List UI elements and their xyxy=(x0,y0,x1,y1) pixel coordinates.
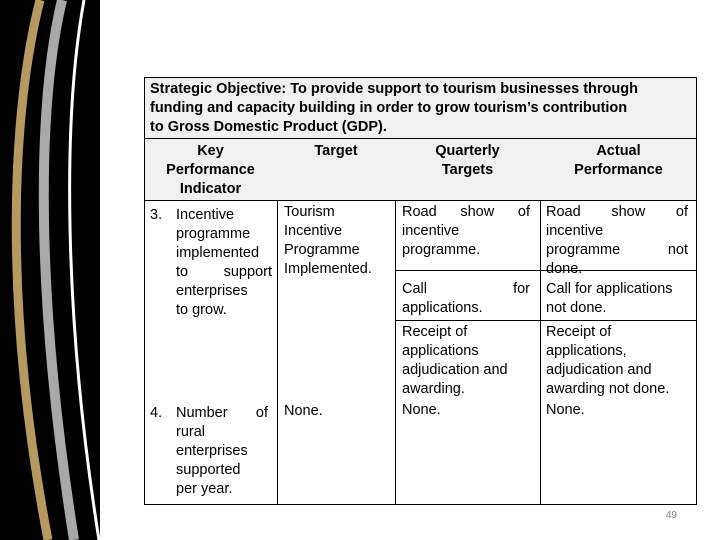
row4-actual: None. xyxy=(546,402,585,418)
actual-line: programme not xyxy=(546,242,688,258)
page-number: 49 xyxy=(665,510,677,521)
header-kpi-line: Performance xyxy=(166,162,255,178)
row3-kpi-text xyxy=(176,206,272,320)
row4-kpi-number: 4. xyxy=(150,405,163,421)
kpi-line: supported xyxy=(176,462,241,478)
header-quarterly-line: Quarterly xyxy=(435,143,500,159)
kpi-line: per year. xyxy=(176,481,233,497)
actual-line: Receipt of xyxy=(546,324,612,340)
quarterly-line: applications. xyxy=(402,300,483,316)
actual-line: adjudication and xyxy=(546,362,652,378)
header-quarterly-line: Targets xyxy=(441,162,494,178)
row3-target xyxy=(284,203,392,279)
header-kpi xyxy=(144,142,277,199)
row3-quarterly-1 xyxy=(402,203,530,260)
actual-line: incentive xyxy=(546,223,604,239)
border-top xyxy=(144,77,697,78)
header-actual-line: Performance xyxy=(574,162,663,178)
kpi-line: Incentive xyxy=(176,207,235,223)
quarterly-line: Receipt of xyxy=(402,324,468,340)
actual-line: Road show of xyxy=(546,204,688,220)
actual-line: done. xyxy=(546,261,583,277)
row4-quarterly: None. xyxy=(402,402,441,418)
header-kpi-line: Indicator xyxy=(179,181,242,197)
kpi-line: enterprises xyxy=(176,283,248,299)
actual-line: not done. xyxy=(546,300,607,316)
col-divider-3 xyxy=(540,200,541,505)
border-right xyxy=(696,77,697,505)
quarterly-line: incentive xyxy=(402,223,460,239)
objective-line-3: to Gross Domestic Product (GDP). xyxy=(150,119,387,135)
target-line: Programme xyxy=(284,242,360,258)
objective-divider xyxy=(144,138,697,139)
row4-kpi-text xyxy=(176,404,268,499)
quarterly-line: programme. xyxy=(402,242,481,258)
sub-row-divider-2 xyxy=(395,320,697,321)
kpi-line: to support xyxy=(176,264,272,280)
actual-line: Call for applications xyxy=(546,281,673,297)
kpi-line: implemented xyxy=(176,245,260,261)
header-target-line: Target xyxy=(314,143,358,159)
quarterly-line: Road show of xyxy=(402,204,530,220)
header-actual xyxy=(540,142,697,180)
decorative-side-band xyxy=(0,0,100,540)
col-divider-1 xyxy=(277,200,278,505)
target-line: Incentive xyxy=(284,223,343,239)
actual-line: awarding not done. xyxy=(546,381,670,397)
quarterly-line: applications xyxy=(402,343,479,359)
quarterly-line: Call for xyxy=(402,281,530,297)
row3-quarterly-3 xyxy=(402,323,537,399)
header-divider xyxy=(144,200,697,201)
actual-line: applications, xyxy=(546,343,627,359)
col-divider-2 xyxy=(395,200,396,505)
row3-actual-2 xyxy=(546,280,694,318)
kpi-line: to grow. xyxy=(176,302,227,318)
header-target xyxy=(277,142,395,161)
target-line: Tourism xyxy=(284,204,335,220)
row3-actual-3 xyxy=(546,323,694,399)
kpi-table xyxy=(144,77,697,521)
header-kpi-line: Key xyxy=(197,143,224,159)
header-quarterly xyxy=(395,142,540,180)
row3-kpi-number: 3. xyxy=(150,207,163,223)
border-bottom xyxy=(144,504,697,505)
kpi-line: programme xyxy=(176,226,251,242)
objective-line-2: funding and capacity building in order to grow tourism’s contribution xyxy=(150,100,628,116)
quarterly-line: adjudication and xyxy=(402,362,508,378)
quarterly-line: awarding. xyxy=(402,381,465,397)
row4-target: None. xyxy=(284,403,323,419)
kpi-line: Number of xyxy=(176,405,268,421)
target-line: Implemented. xyxy=(284,261,372,277)
border-left xyxy=(144,77,145,505)
kpi-line: rural xyxy=(176,424,206,440)
objective-line-1: Strategic Objective: To provide support to tourism businesses through xyxy=(150,81,638,97)
row3-quarterly-2 xyxy=(402,280,530,318)
row3-actual-1 xyxy=(546,203,688,279)
header-actual-line: Actual xyxy=(596,143,641,159)
kpi-line: enterprises xyxy=(176,443,248,459)
